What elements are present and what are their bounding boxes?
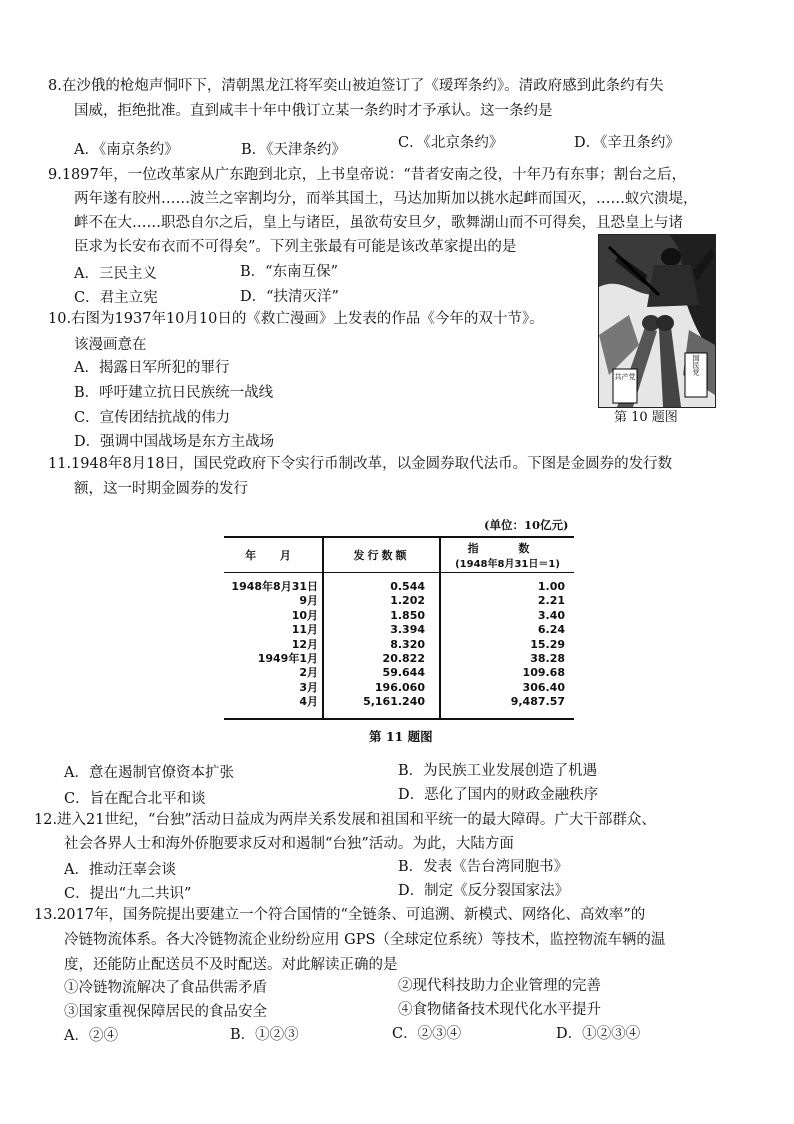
cell-month: 1949年1月: [257, 651, 318, 665]
header-index-base: (1948年8月31日＝1): [455, 559, 560, 570]
q10-option-d: D．强调中国战场是东方主战场: [74, 434, 275, 450]
table-body: [224, 580, 574, 710]
q8-option-d: D．《辛丑条约》: [574, 135, 680, 151]
q8-stem-line-1: 8.在沙俄的枪炮声恫吓下，清朝黑龙江将军奕山被迫签订了《瑷珲条约》。清政府感到此条约有失: [48, 78, 664, 94]
cell-index: 109.68: [522, 666, 565, 680]
cell-amount: 8.320: [390, 637, 425, 651]
table-row: [224, 695, 574, 709]
cell-index: 306.40: [522, 680, 565, 694]
q8-option-a: A．《南京条约》: [74, 142, 179, 158]
table-row: [224, 638, 574, 652]
cell-month: 3月: [299, 680, 318, 694]
q11-option-b: B．为民族工业发展创造了机遇: [398, 763, 598, 779]
q12-option-d: D．制定《反分裂国家法》: [398, 883, 570, 899]
cell-index: 1.00: [537, 580, 565, 593]
q12-stem-line-2: 社会各界人士和海外侨胞要求反对和遏制“台独”活动。为此，大陆方面: [64, 836, 514, 852]
label-communist: 共产党: [614, 373, 636, 381]
q9-option-c: C．君主立宪: [74, 290, 158, 306]
q13-stem-line-2: 冷链物流体系。各大冷链物流企业纷纷应用 GPS（全球定位系统）等技术，监控物流车辆的温: [64, 932, 666, 948]
q13-stem-line-3: 度，还能防止配送员不及时配送。对此解读正确的是: [64, 957, 398, 973]
table-row: [224, 623, 574, 637]
cell-month: 1948年8月31日: [231, 580, 318, 593]
q13-statement-2: ②现代科技助力企业管理的完善: [398, 978, 601, 994]
issuance-table: [224, 536, 574, 720]
table-row: [224, 594, 574, 608]
q9-option-a: A．三民主义: [74, 266, 157, 282]
q9-stem-line-4: 臣求为长安布衣而不可得矣”。下列主张最有可能是该改革家提出的是: [74, 239, 517, 255]
q10-option-c: C．宣传团结抗战的伟力: [74, 410, 231, 426]
header-index: 指 数: [467, 542, 548, 555]
cell-amount: 1.850: [390, 608, 425, 622]
header-month: 年 月: [245, 549, 301, 562]
q10-stem-line-2: 该漫画意在: [74, 337, 147, 353]
cell-index: 2.21: [537, 594, 565, 608]
q13-statement-3: ③国家重视保障居民的食品安全: [64, 1004, 267, 1020]
q11-stem-line-1: 11.1948年8月18日，国民党政府下令实行币制改革，以金圆券取代法币。下图是金圆券的发行数: [48, 456, 673, 472]
q9-option-d: D．“扶清灭洋”: [240, 289, 339, 305]
q11-stem-line-2: 额，这一时期金圆券的发行: [74, 481, 248, 497]
q11-option-d: D．恶化了国内的财政金融秩序: [398, 787, 599, 803]
cell-index: 3.40: [537, 608, 565, 622]
cell-month: 11月: [291, 623, 318, 637]
header-amount: 发行数额: [353, 549, 410, 562]
table-unit: (单位：10亿元): [484, 518, 569, 532]
cell-amount: 59.644: [382, 666, 425, 680]
cell-index: 38.28: [530, 651, 565, 665]
figure-11-caption: 第 11 题图: [369, 729, 433, 744]
q12-option-b: B．发表《告台湾同胞书》: [398, 859, 569, 875]
table-row: [224, 681, 574, 695]
table-row: [224, 652, 574, 666]
q13-option-a: A．②④: [64, 1028, 118, 1044]
cell-amount: 196.060: [374, 680, 425, 694]
table-row: [224, 666, 574, 680]
figure-10-caption: 第 10 题图: [614, 410, 678, 425]
q13-option-c: C．②③④: [392, 1026, 462, 1042]
q13-option-d: D．①②③④: [556, 1026, 641, 1042]
cartoon-figure: [598, 234, 716, 408]
q13-stem-line-1: 13.2017年，国务院提出要建立一个符合国情的“全链条、可追溯、新模式、网络化、高效率”的: [34, 907, 646, 923]
q9-option-b: B．“东南互保”: [240, 264, 338, 280]
cell-amount: 1.202: [390, 594, 425, 608]
q8-stem-line-2: 国威，拒绝批准。直到咸丰十年中俄订立某一条约时才予承认。这一条约是: [74, 103, 553, 119]
cell-month: 4月: [299, 695, 318, 709]
q13-statement-4: ④食物储备技术现代化水平提升: [398, 1002, 601, 1018]
q10-option-a: A．揭露日军所犯的罪行: [74, 360, 230, 376]
label-kmt: 国民党: [692, 354, 700, 376]
cell-month: 10月: [291, 608, 318, 622]
q10-option-b: B．呼吁建立抗日民族统一战线: [74, 385, 274, 401]
q13-option-b: B．①②③: [230, 1027, 299, 1043]
q11-option-c: C．旨在配合北平和谈: [64, 791, 206, 807]
q12-option-a: A．推动汪辜会谈: [64, 862, 176, 878]
cell-amount: 5,161.240: [363, 695, 425, 709]
q10-stem-line-1: 10.右图为1937年10月10日的《救亡漫画》上发表的作品《今年的双十节》。: [48, 311, 544, 327]
cell-month: 9月: [299, 594, 318, 608]
q9-stem-line-3: 衅不在大……职恐自尔之后，皇上与诸臣，虽欲苟安旦夕，歌舞湖山而不可得矣，且恐皇上与诸: [74, 215, 683, 231]
cell-amount: 20.822: [382, 651, 425, 665]
cell-index: 15.29: [530, 637, 565, 651]
q13-statement-1: ①冷链物流解决了食品供需矛盾: [64, 980, 267, 996]
cell-month: 2月: [299, 666, 318, 680]
q12-stem-line-1: 12.进入21世纪，“台独”活动日益成为两岸关系发展和祖国和平统一的最大障碍。广大干部群众、: [34, 812, 656, 828]
q11-option-a: A．意在遏制官僚资本扩张: [64, 765, 234, 781]
table-row: [224, 609, 574, 623]
q8-option-c: C．《北京条约》: [398, 135, 504, 151]
q12-option-c: C．提出“九二共识”: [64, 886, 192, 902]
cell-index: 6.24: [537, 623, 565, 637]
cell-index: 9,487.57: [510, 695, 565, 709]
cell-month: 12月: [291, 637, 318, 651]
cell-amount: 3.394: [390, 623, 425, 637]
cell-amount: 0.544: [390, 580, 425, 593]
q9-stem-line-1: 9.1897年，一位改革家从广东跑到北京，上书皇帝说：“昔者安南之役，十年乃有东事；割台之后，: [48, 167, 687, 183]
table-row: [224, 580, 574, 594]
q9-stem-line-2: 两年遂有胶州……波兰之宰割均分，而举其国土，马达加斯加以挑水起衅而国灭，……蚁穴溃堤，: [74, 191, 698, 207]
cartoon-illustration: [599, 235, 715, 407]
q8-option-b: B．《天津条约》: [241, 142, 346, 158]
